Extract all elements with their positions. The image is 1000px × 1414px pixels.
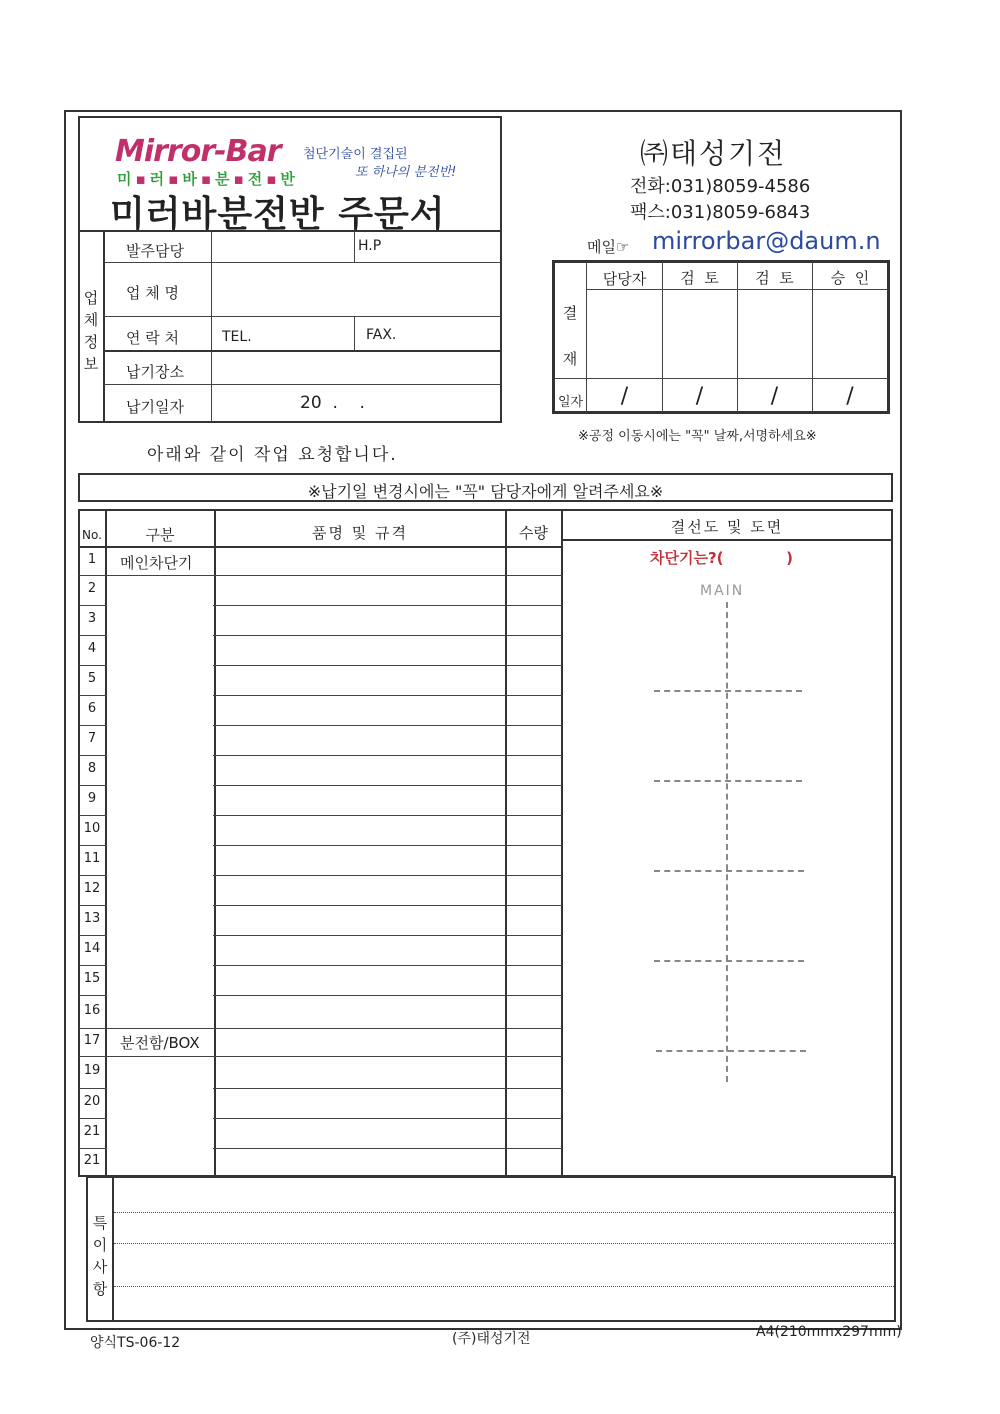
row-number: 5 xyxy=(87,671,97,686)
logo-sub-char: 미 xyxy=(117,170,136,188)
approval-col-approve: 승 인 xyxy=(830,269,870,287)
main-label: MAIN xyxy=(700,583,745,599)
slogan-line2: 또 하나의 분전반! xyxy=(355,165,457,180)
mail-label: 메일☞ xyxy=(587,238,630,256)
row-number: 12 xyxy=(83,881,101,896)
diagram-branch-line xyxy=(654,870,804,872)
category-main: 메인차단기 xyxy=(120,553,193,572)
logo-brand: Mirror-Bar xyxy=(115,134,281,169)
header-no: No. xyxy=(82,528,102,542)
approval-col-review2: 검 토 xyxy=(755,269,794,287)
logo-sub-char: 바 xyxy=(182,170,201,188)
approval-col-review1: 검 토 xyxy=(680,269,719,287)
footer-paper: A4(210mmx297mm) xyxy=(756,1324,902,1340)
label-delivery-place: 납기장소 xyxy=(126,363,184,381)
logo-sub-char: 분 xyxy=(215,170,234,188)
approval-date-slash[interactable]: / xyxy=(620,384,629,409)
breaker-question: 차단기는?( ) xyxy=(650,549,794,567)
approval-date-slash[interactable]: / xyxy=(846,384,854,409)
slogan-line1: 첨단기술이 결집된 xyxy=(303,147,408,162)
diagram-branch-line xyxy=(654,690,802,692)
label-manager: 발주담당 xyxy=(126,242,184,260)
approval-col-staff: 담당자 xyxy=(602,270,647,288)
row-number: 14 xyxy=(83,941,101,956)
table-row-line xyxy=(79,1056,562,1057)
row-number: 16 xyxy=(83,1002,101,1018)
remarks-label: 특 이 사 항 xyxy=(92,1214,108,1298)
logo xyxy=(115,134,281,169)
request-text: 아래와 같이 작업 요청합니다. xyxy=(147,445,398,465)
logo-sub-char: 반 xyxy=(280,170,299,188)
label-hp: H.P xyxy=(358,238,382,254)
notice-text: ※납기일 변경시에는 "꼭" 담당자에게 알려주세요※ xyxy=(307,482,664,501)
approval-note: ※공정 이동시에는 "꼭" 날짜,서명하세요※ xyxy=(578,429,817,444)
label-fax: FAX. xyxy=(366,327,397,343)
header-item: 품명 및 규격 xyxy=(312,524,408,542)
header-category: 구분 xyxy=(145,526,175,544)
table-row-line xyxy=(79,575,562,576)
label-contact: 연 락 처 xyxy=(126,329,180,347)
diagram-branch-line xyxy=(654,780,802,782)
row-number: 10 xyxy=(83,821,101,836)
company-email[interactable]: mirrorbar@daum.n xyxy=(652,227,881,255)
row-number: 13 xyxy=(83,911,101,926)
row-number: 4 xyxy=(87,641,97,656)
approval-side-label: 결 재 xyxy=(562,304,578,368)
merged-cell-mask xyxy=(107,577,213,1027)
customer-info-label: 업 체 정 보 xyxy=(83,289,99,373)
diagram-branch-line xyxy=(656,1050,806,1052)
merged-cell-mask xyxy=(107,1058,213,1175)
company-name: ㈜태성기전 xyxy=(640,137,787,170)
approval-date-label: 일자 xyxy=(558,395,584,410)
remarks-box xyxy=(86,1176,896,1322)
row-number: 20 xyxy=(83,1094,101,1109)
company-phone: 전화:031)8059-4586 xyxy=(630,176,811,197)
label-company-name: 업 체 명 xyxy=(126,284,180,302)
category-box: 분전함/BOX xyxy=(120,1034,200,1052)
footer-form-no: 양식TS-06-12 xyxy=(90,1335,181,1351)
row-number: 11 xyxy=(83,851,101,866)
row-number: 21 xyxy=(83,1153,101,1168)
diagram-main-line xyxy=(726,602,728,1082)
row-number: 3 xyxy=(87,611,97,626)
approval-date-slash[interactable]: / xyxy=(695,384,704,409)
row-number: 19 xyxy=(83,1063,101,1078)
row-number: 6 xyxy=(87,701,97,716)
logo-sub-char: 러 xyxy=(149,170,169,188)
page-title: 미러바분전반 주문서 xyxy=(110,194,446,235)
row-number: 15 xyxy=(83,971,101,986)
logo-sub-char: 전 xyxy=(247,170,267,188)
logo-sub: 미▪러▪바▪분▪전▪반 xyxy=(117,170,299,188)
label-tel: TEL. xyxy=(222,329,252,345)
header-diagram: 결선도 및 도면 xyxy=(670,518,784,536)
label-delivery-date: 납기일자 xyxy=(126,398,184,416)
footer-company: (주)태성기전 xyxy=(452,1331,531,1347)
approval-date-slash[interactable]: / xyxy=(770,384,779,409)
row-number: 21 xyxy=(83,1124,101,1139)
header-qty: 수량 xyxy=(519,524,548,542)
company-fax: 팩스:031)8059-6843 xyxy=(630,202,811,223)
table-row-line xyxy=(79,1028,562,1029)
row-number: 9 xyxy=(87,791,97,806)
row-number: 7 xyxy=(87,731,97,746)
diagram-branch-line xyxy=(654,960,804,962)
row-number: 2 xyxy=(87,581,97,596)
row-number: 8 xyxy=(87,761,97,776)
delivery-date-value[interactable]: 20 . . xyxy=(300,393,365,413)
row-number: 17 xyxy=(83,1033,101,1048)
row-number: 1 xyxy=(87,551,97,567)
